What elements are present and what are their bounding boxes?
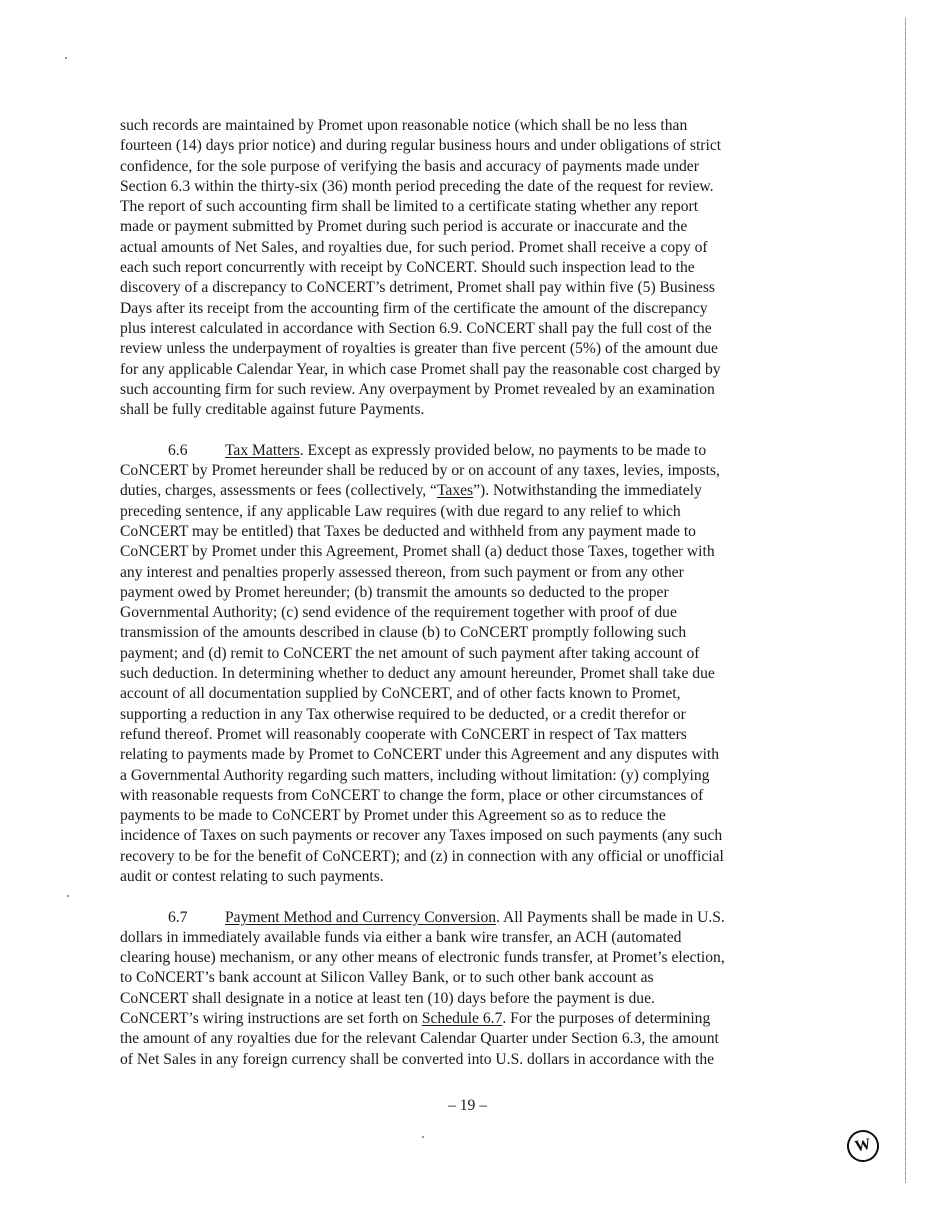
text-line: any interest and penalties properly assessed thereon, from such payment or from any other	[120, 563, 684, 581]
text-line: review unless the underpayment of royalties is greater than five percent (5%) of the amount due	[120, 340, 718, 358]
initials-stamp-icon: W	[844, 1127, 882, 1165]
text-fragment: . All Payments shall be made in U.S.	[496, 908, 725, 926]
text-line: preceding sentence, if any applicable Law requires (with due regard to any relief to which	[120, 502, 681, 520]
text-line: a Governmental Authority regarding such matters, including without limitation: (y) complying	[120, 766, 710, 784]
text-line: fourteen (14) days prior notice) and during regular business hours and under obligations of strict	[120, 137, 722, 155]
scan-edge-line	[905, 18, 906, 1183]
text-line: actual amounts of Net Sales, and royalties due, for such period. Promet shall receive a copy of	[120, 238, 708, 256]
text-fragment: CoNCERT’s wiring instructions are set forth on	[120, 1010, 422, 1028]
text-line: of Net Sales in any foreign currency shall be converted into U.S. dollars in accordance with the	[120, 1050, 715, 1068]
text-line: audit or contest relating to such payments.	[120, 867, 384, 885]
text-line: payments to be made to CoNCERT by Promet under this Agreement so as to reduce the	[120, 807, 666, 825]
text-line: for any applicable Calendar Year, in which case Promet shall pay the reasonable cost charged by	[120, 360, 721, 378]
text-line	[120, 481, 806, 501]
text-line: payment owed by Promet hereunder; (b) transmit the amounts so deducted to the proper	[120, 583, 669, 601]
document-body	[120, 116, 806, 1090]
section-6-6	[120, 441, 806, 888]
text-line: discovery of a discrepancy to CoNCERT’s detriment, Promet shall pay within five (5) Business	[120, 279, 715, 297]
defined-term: Taxes	[436, 482, 474, 500]
text-line	[120, 1009, 806, 1029]
text-line: made or payment submitted by Promet during such period is accurate or inaccurate and the	[120, 218, 688, 236]
text-line: CoNCERT by Promet under this Agreement, Promet shall (a) deduct those Taxes, together with	[120, 543, 715, 561]
text-line: relating to payments made by Promet to CoNCERT under this Agreement and any disputes with	[120, 746, 720, 764]
scan-speck	[67, 895, 69, 897]
schedule-reference: Schedule 6.7	[421, 1010, 503, 1028]
text-line: refund thereof. Promet will reasonably cooperate with CoNCERT in respect of Tax matters	[120, 725, 687, 743]
text-line: account of all documentation supplied by CoNCERT, and of other facts known to Promet,	[120, 685, 681, 703]
text-line: CoNCERT may be entitled) that Taxes be deducted and withheld from any payment made to	[120, 522, 696, 540]
section-title: Payment Method and Currency Conversion	[225, 908, 497, 926]
section-6-7	[120, 908, 806, 1070]
text-line: CoNCERT by Promet hereunder shall be reduced by or on account of any taxes, levies, imposts,	[120, 462, 720, 480]
section-number: 6.6	[168, 441, 188, 459]
text-fragment: ”). Notwithstanding the immediately	[473, 482, 702, 500]
text-line: shall be fully creditable against future Payments.	[120, 401, 425, 419]
page-number: – 19 –	[448, 1097, 487, 1114]
continuation-paragraph	[120, 116, 806, 420]
text-line: plus interest calculated in accordance with Section 6.9. CoNCERT shall pay the full cost of the	[120, 319, 712, 337]
text-line: Governmental Authority; (c) send evidence of the requirement together with proof of due	[120, 604, 677, 622]
text-line: each such report concurrently with receipt by CoNCERT. Should such inspection lead to the	[120, 259, 695, 277]
scan-speck	[422, 1136, 424, 1138]
text-line: Days after its receipt from the accounting firm of the certificate the amount of the discrepancy	[120, 299, 708, 317]
text-line: such deduction. In determining whether to deduct any amount hereunder, Promet shall take due	[120, 665, 715, 683]
text-line: such accounting firm for such review. Any overpayment by Promet revealed by an examination	[120, 380, 715, 398]
text-line: payment; and (d) remit to CoNCERT the net amount of such payment after taking account of	[120, 644, 700, 662]
text-fragment: duties, charges, assessments or fees (collectively, “	[120, 482, 437, 500]
text-line: CoNCERT shall designate in a notice at least ten (10) days before the payment is due.	[120, 989, 655, 1007]
text-line: with reasonable requests from CoNCERT to change the form, place or other circumstances of	[120, 786, 704, 804]
scan-speck	[65, 57, 67, 59]
text-line: confidence, for the sole purpose of verifying the basis and accuracy of payments made under	[120, 157, 699, 175]
text-line: supporting a reduction in any Tax otherwise required to be deducted, or a credit therefor or	[120, 705, 686, 723]
text-line: incidence of Taxes on such payments or recover any Taxes imposed on such payments (any such	[120, 827, 723, 845]
section-heading-line	[120, 908, 806, 928]
text-fragment: . Except as expressly provided below, no payments to be made to	[299, 441, 707, 459]
text-line: Section 6.3 within the thirty-six (36) month period preceding the date of the request for review.	[120, 177, 714, 195]
text-fragment: . For the purposes of determining	[502, 1010, 711, 1028]
text-line: dollars in immediately available funds via either a bank wire transfer, an ACH (automated	[120, 928, 682, 946]
text-line: The report of such accounting firm shall be limited to a certificate stating whether any report	[120, 198, 699, 216]
text-line: clearing house) mechanism, or any other means of electronic funds transfer, at Promet’s election,	[120, 949, 725, 967]
text-line: the amount of any royalties due for the relevant Calendar Quarter under Section 6.3, the amount	[120, 1030, 719, 1048]
section-number: 6.7	[168, 908, 188, 926]
section-title: Tax Matters	[225, 441, 300, 459]
text-line: recovery to be for the benefit of CoNCERT); and (z) in connection with any official or unofficial	[120, 847, 724, 865]
section-heading-line	[120, 441, 806, 461]
text-line: to CoNCERT’s bank account at Silicon Valley Bank, or to such other bank account as	[120, 969, 654, 987]
text-line: such records are maintained by Promet upon reasonable notice (which shall be no less than	[120, 117, 688, 134]
text-line: transmission of the amounts described in clause (b) to CoNCERT promptly following such	[120, 624, 687, 642]
